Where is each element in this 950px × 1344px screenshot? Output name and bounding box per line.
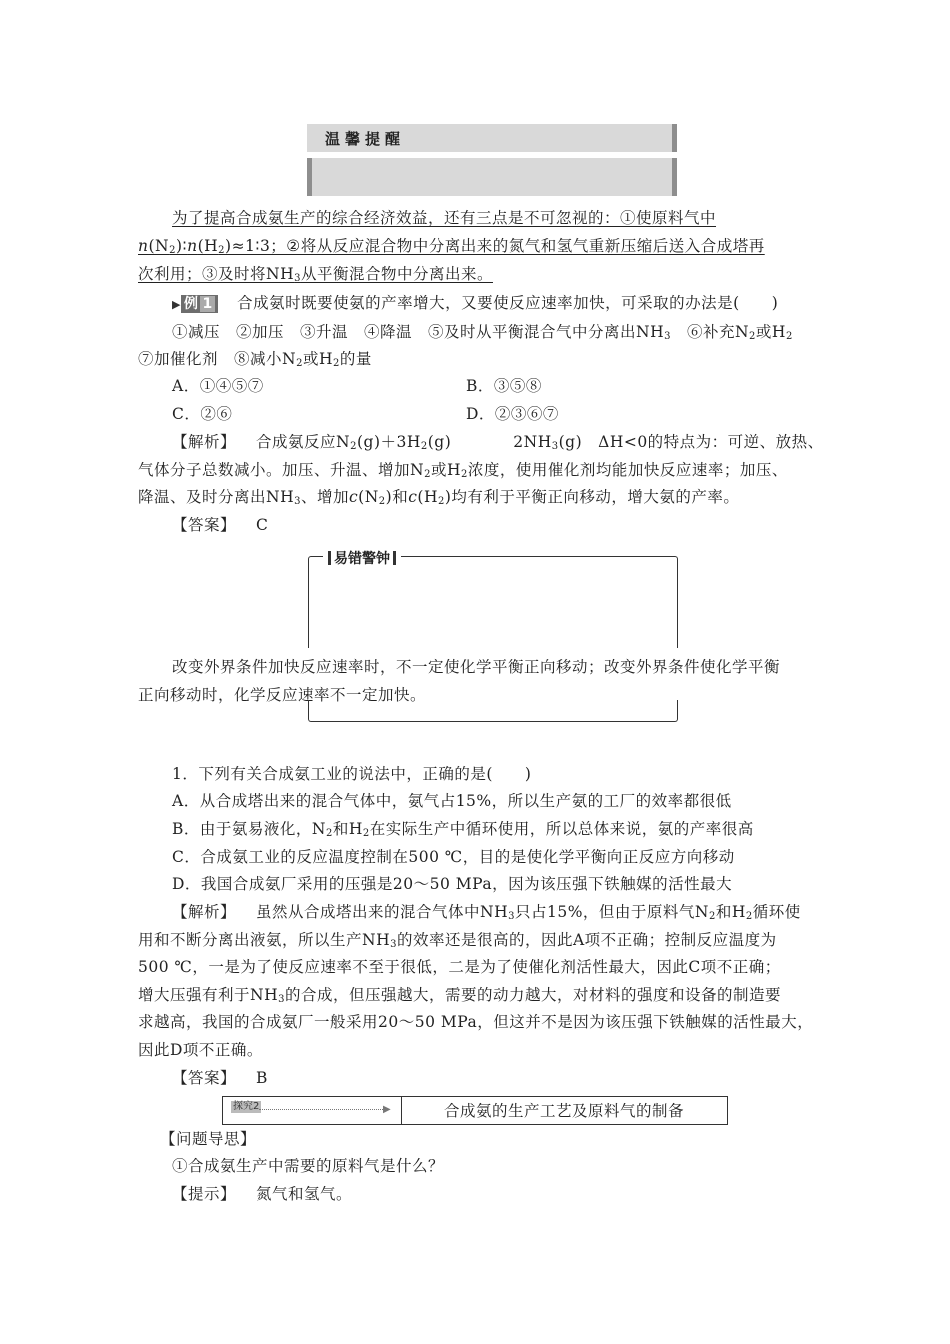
exercise1-analysis-line1: 【解析】 虽然从合成塔出来的混合气体中$NH_3$只占15%，但由于原料气$N_2$和$H_2$循环使 — [172, 903, 801, 922]
warning-box — [308, 551, 678, 648]
tip-text-line2: $n(N_2)∶n(H_2)\approx 1∶3$；②将从反应混合物中分离出来的氮气和氢气重新压缩后送入合成塔再 — [138, 237, 765, 256]
example1-analysis-line1: 【解析】 合成氨反应$N_2(g)+3H_2(g)$ $2NH_3(g)$ ΔH<0的特点为：可逆、放热、 — [172, 433, 824, 452]
exercise1-option-d: D．我国合成氨厂采用的压强是20～50 MPa，因为该压强下铁触媒的活性最大 — [172, 875, 733, 893]
warning-box-label: 易错警钟 — [323, 548, 401, 568]
exercise1-option-b: B．由于氨易液化，$N_2$和$H_2$在实际生产中循环使用，所以总体来说，氨的产率很高 — [172, 820, 754, 839]
guide-hint: 【提示】 氮气和氢气。 — [172, 1185, 353, 1203]
tip-text-line3: 次利用；③及时将$NH_3$从平衡混合物中分离出来。 — [138, 265, 493, 284]
tip-text-line1: 为了提高合成氨生产的综合经济效益，还有三点是不可忽视的：①使原料气中 — [172, 209, 717, 227]
exercise1-answer: 【答案】 B — [172, 1069, 268, 1087]
example1-analysis-line3: 降温、及时分离出$NH_3$、增加$c(N_2)$和$c(H_2)$均有利于平衡正向移动，增大氨的产率。 — [138, 488, 740, 507]
exercise1-option-a: A．从合成塔出来的混合气体中，氨气占15%，所以生产氨的工厂的效率都很低 — [172, 792, 732, 810]
exercise1-question: 1．下列有关合成氨工业的说法中，正确的是( ) — [172, 765, 532, 783]
exercise1-analysis-line4: 增大压强有利于$NH_3$的合成，但压强越大，需要的动力越大，对材料的强度和设备的制造要 — [138, 986, 781, 1005]
example1-answer: 【答案】 C — [172, 516, 269, 534]
exercise1-analysis-line2: 用和不断分离出液氨，所以生产$NH_3$的效率还是很高的，因此A项不正确；控制反应温度为 — [138, 931, 777, 950]
exercise1-analysis-line5: 求越高，我国的合成氨厂一般采用20～50 MPa，但这并不是因为该压强下铁触媒的活性最大， — [138, 1013, 814, 1031]
choice-b: B．③⑤⑧ — [466, 377, 542, 395]
choice-a: A．①④⑤⑦ — [172, 377, 264, 395]
explore-tag-area — [223, 1097, 402, 1124]
tip-box-body — [307, 158, 677, 196]
warning-line2: 正向移动时，化学反应速率不一定加快。 — [138, 686, 427, 704]
explore-title: 合成氨的生产工艺及原料气的制备 — [443, 1102, 684, 1120]
exercise1-option-c: C．合成氨工业的反应温度控制在500 ℃，目的是使化学平衡向正反应方向移动 — [172, 848, 735, 866]
example1-options-line1: ①减压 ②加压 ③升温 ④降温 ⑤及时从平衡混合气中分离出$NH_3$ ⑥补充$N_2$或$H_2$ — [172, 323, 793, 342]
choice-d: D．②③⑥⑦ — [466, 405, 559, 423]
tip-box-header — [307, 124, 677, 152]
choice-c: C．②⑥ — [172, 405, 233, 423]
guide-label: 【问题导思】 — [160, 1130, 257, 1148]
example1-options-line2: ⑦加催化剂 ⑧减小$N_2$或$H_2$的量 — [138, 350, 372, 369]
tip-box-title: 温馨提醒 — [325, 130, 406, 148]
exercise1-analysis-line3: 500 ℃，一是为了使反应速率不至于很低，二是为了使催化剂活性最大，因此C项不正确； — [138, 958, 781, 976]
explore-tag: 探究2 — [233, 1101, 260, 1112]
explore-section-header — [222, 1096, 728, 1125]
exercise1-analysis-line6: 因此D项不正确。 — [138, 1041, 263, 1059]
example1-question: ▶ 例 1 合成氨时既要使氨的产率增大，又要使反应速率加快，可采取的办法是( ) — [172, 294, 779, 312]
dotted-arrow-line — [259, 1109, 387, 1110]
example1-analysis-line2: 气体分子总数减小。加压、升温、增加$N_2$或$H_2$浓度，使用催化剂均能加快反应速率；加压、 — [138, 461, 788, 480]
warning-box-bottom — [308, 700, 678, 722]
arrow-right-icon: ▶ — [383, 1104, 391, 1115]
example-badge: 例 1 — [181, 295, 218, 313]
triangle-icon: ▶ — [172, 298, 181, 311]
warning-line1: 改变外界条件加快反应速率时，不一定使化学平衡正向移动；改变外界条件使化学平衡 — [172, 658, 781, 676]
guide-question1: ①合成氨生产中需要的原料气是什么？ — [172, 1157, 445, 1175]
